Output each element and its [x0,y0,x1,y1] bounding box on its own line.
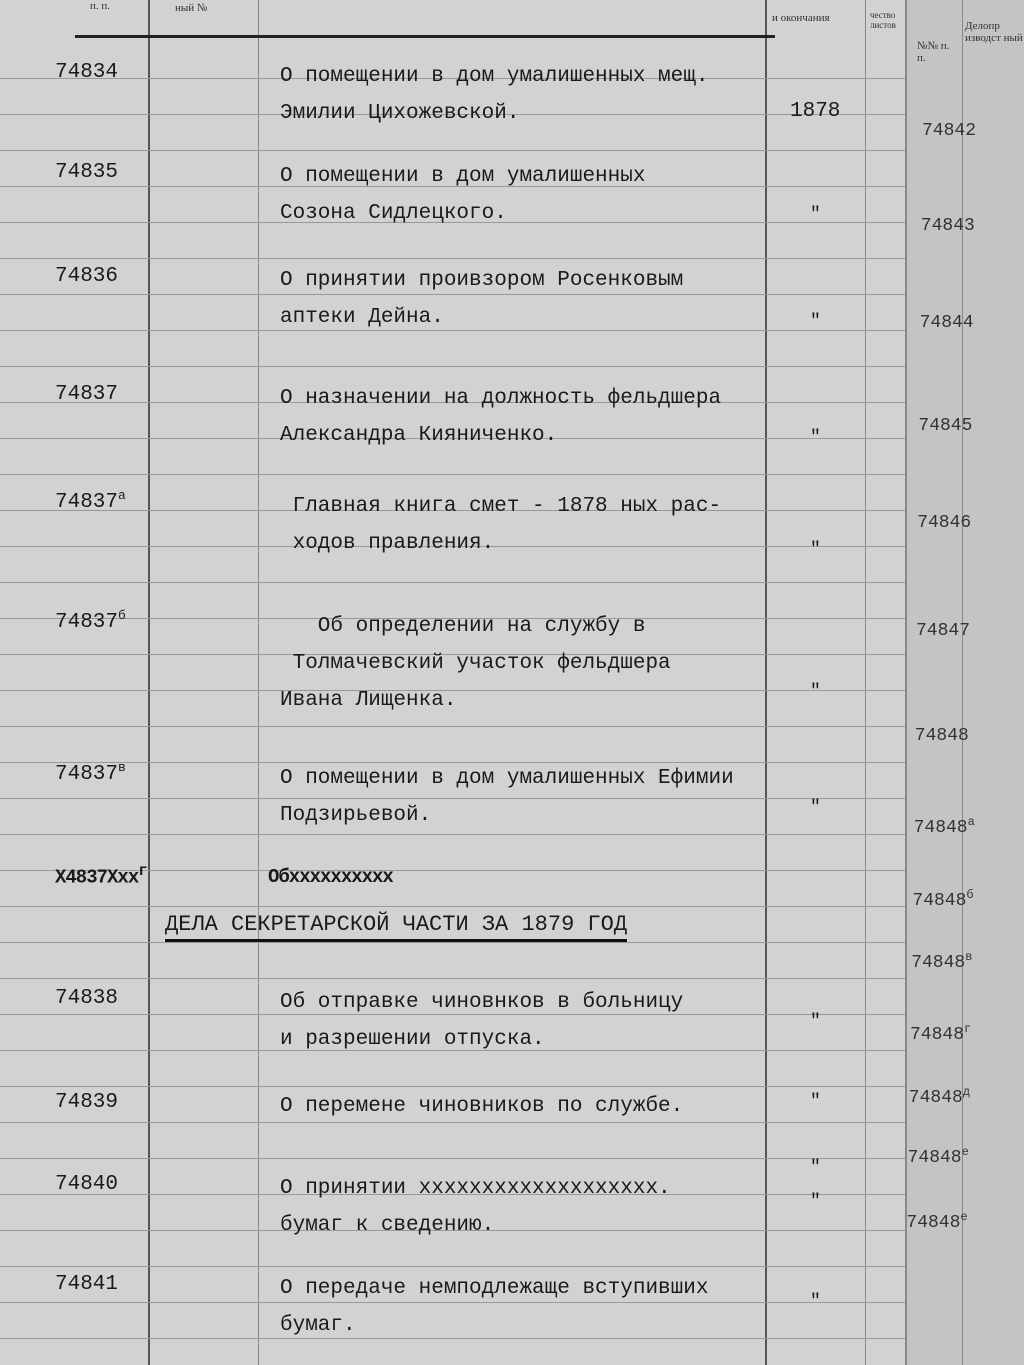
ditto-mark: " [810,312,821,332]
ditto-mark: " [810,205,821,225]
entry-title-line: О назначении на должность фельдшера [280,387,722,410]
entry-number: 74840 [55,1173,119,1196]
header-office-num: ный № [175,2,208,14]
entry-title-line: Созона Сидлецкого. [280,202,507,225]
ditto-mark: " [810,798,821,818]
entry-number: 74834 [55,61,119,84]
right-entry-number: 74842 [922,121,977,141]
entry-title-line: Александра Кияниченко. [280,424,558,447]
header-right-num: №№ п. п. [917,40,950,64]
ruled-line [0,474,905,475]
entry-number: $74837^б$ [55,608,126,634]
header-rule [75,35,775,38]
ruled-line [0,1338,905,1339]
entry-date: 1878 [790,100,841,123]
struck-number: X4837Xxx$^г$ [55,862,147,889]
entry-number: 74839 [55,1091,119,1114]
ruled-line [0,366,905,367]
entry-title-line: Эмилии Цихожевской. [280,102,520,125]
right-entry-number: $74848^в$ [911,950,973,973]
right-entry-number: $74848^а$ [913,815,975,838]
ruled-line [0,330,905,331]
entry-title-line: бумаг к сведению. [280,1214,495,1237]
ditto-mark: " [810,1012,821,1032]
entry-title-line: Об определении на службу в [280,615,646,638]
entry-title-line: Ивана Лищенка. [280,689,457,712]
ditto-mark: " [810,540,821,560]
column-divider [148,0,150,1365]
header-num: п. п. [90,0,111,12]
ruled-line [0,834,905,835]
ruled-line [0,726,905,727]
entry-number: $74837^в$ [55,760,126,786]
column-divider [865,0,866,1365]
right-entry-number: $74848^г$ [910,1022,972,1045]
ditto-mark: " [810,1158,821,1178]
ditto-mark: " [810,1192,821,1212]
ditto-mark: " [810,1092,821,1112]
right-entry-number: 74843 [920,216,975,236]
entry-title-line: Толмачевский участок фельдшера [280,652,671,675]
ruled-line [0,258,905,259]
entry-title-line: ходов правления. [280,532,495,555]
right-entry-number: 74844 [919,313,974,333]
ruled-line [0,150,905,151]
ruled-line [0,906,905,907]
entry-title-line: аптеки Дейна. [280,306,444,329]
ruled-line [0,1086,905,1087]
ruled-line [0,798,905,799]
entry-number: $74837^а$ [55,488,126,514]
entry-title-line: О помещении в дом умалишенных [280,165,646,188]
entry-title-line: Об отправке чиновнков в больницу [280,991,684,1014]
ditto-mark: " [810,428,821,448]
right-entry-number: $74848^е$ [906,1210,968,1233]
header-right-office: Делопр изводст ный [965,20,1023,44]
entry-number: 74841 [55,1273,119,1296]
column-divider [258,0,259,1365]
column-divider [765,0,767,1365]
struck-text: Обxxxxxxxxxx [268,866,393,888]
entry-title-line: О помещении в дом умалишенных мещ. [280,65,709,88]
right-entry-number: $74848^д$ [908,1085,971,1108]
entry-number: 74837 [55,383,119,406]
entry-title-line: О помещении в дом умалишенных Ефимии [280,767,734,790]
header-sheets: чество листов [870,10,896,30]
entry-number: 74838 [55,987,119,1010]
entry-number: 74836 [55,265,119,288]
entry-title-line: и разрешении отпуска. [280,1028,545,1051]
entry-title-line: бумаг. [280,1314,356,1337]
right-entry-number: $74848^е$ [907,1145,969,1168]
right-entry-number: 74846 [917,513,972,533]
ditto-mark: " [810,682,821,702]
entry-title-line: О передаче немподлежаще вступивших [280,1277,709,1300]
right-entry-number: 74848 [914,726,969,746]
ditto-mark: " [810,1292,821,1312]
entry-title-line: О перемене чиновников по службе. [280,1095,684,1118]
entry-title-line: Главная книга смет - 1878 ных рас- [280,495,722,518]
entry-title-line: О принятии проивзором Росенковым [280,269,684,292]
ruled-line [0,1158,905,1159]
ruled-line [0,978,905,979]
entry-title-line: Подзирьевой. [280,804,432,827]
section-heading: ДЕЛА СЕКРЕТАРСКОЙ ЧАСТИ ЗА 1879 ГОД [165,912,627,942]
ruled-line [0,582,905,583]
right-entry-number: $74848^б$ [912,888,974,911]
entry-number: 74835 [55,161,119,184]
ruled-line [0,1266,905,1267]
right-entry-number: 74847 [916,621,971,641]
header-dates: и окончания [772,12,830,24]
entry-title-line: О принятии xxxxxxxxxxxxxxxxxxx. [280,1177,671,1200]
right-entry-number: 74845 [918,416,973,436]
ruled-line [0,942,905,943]
